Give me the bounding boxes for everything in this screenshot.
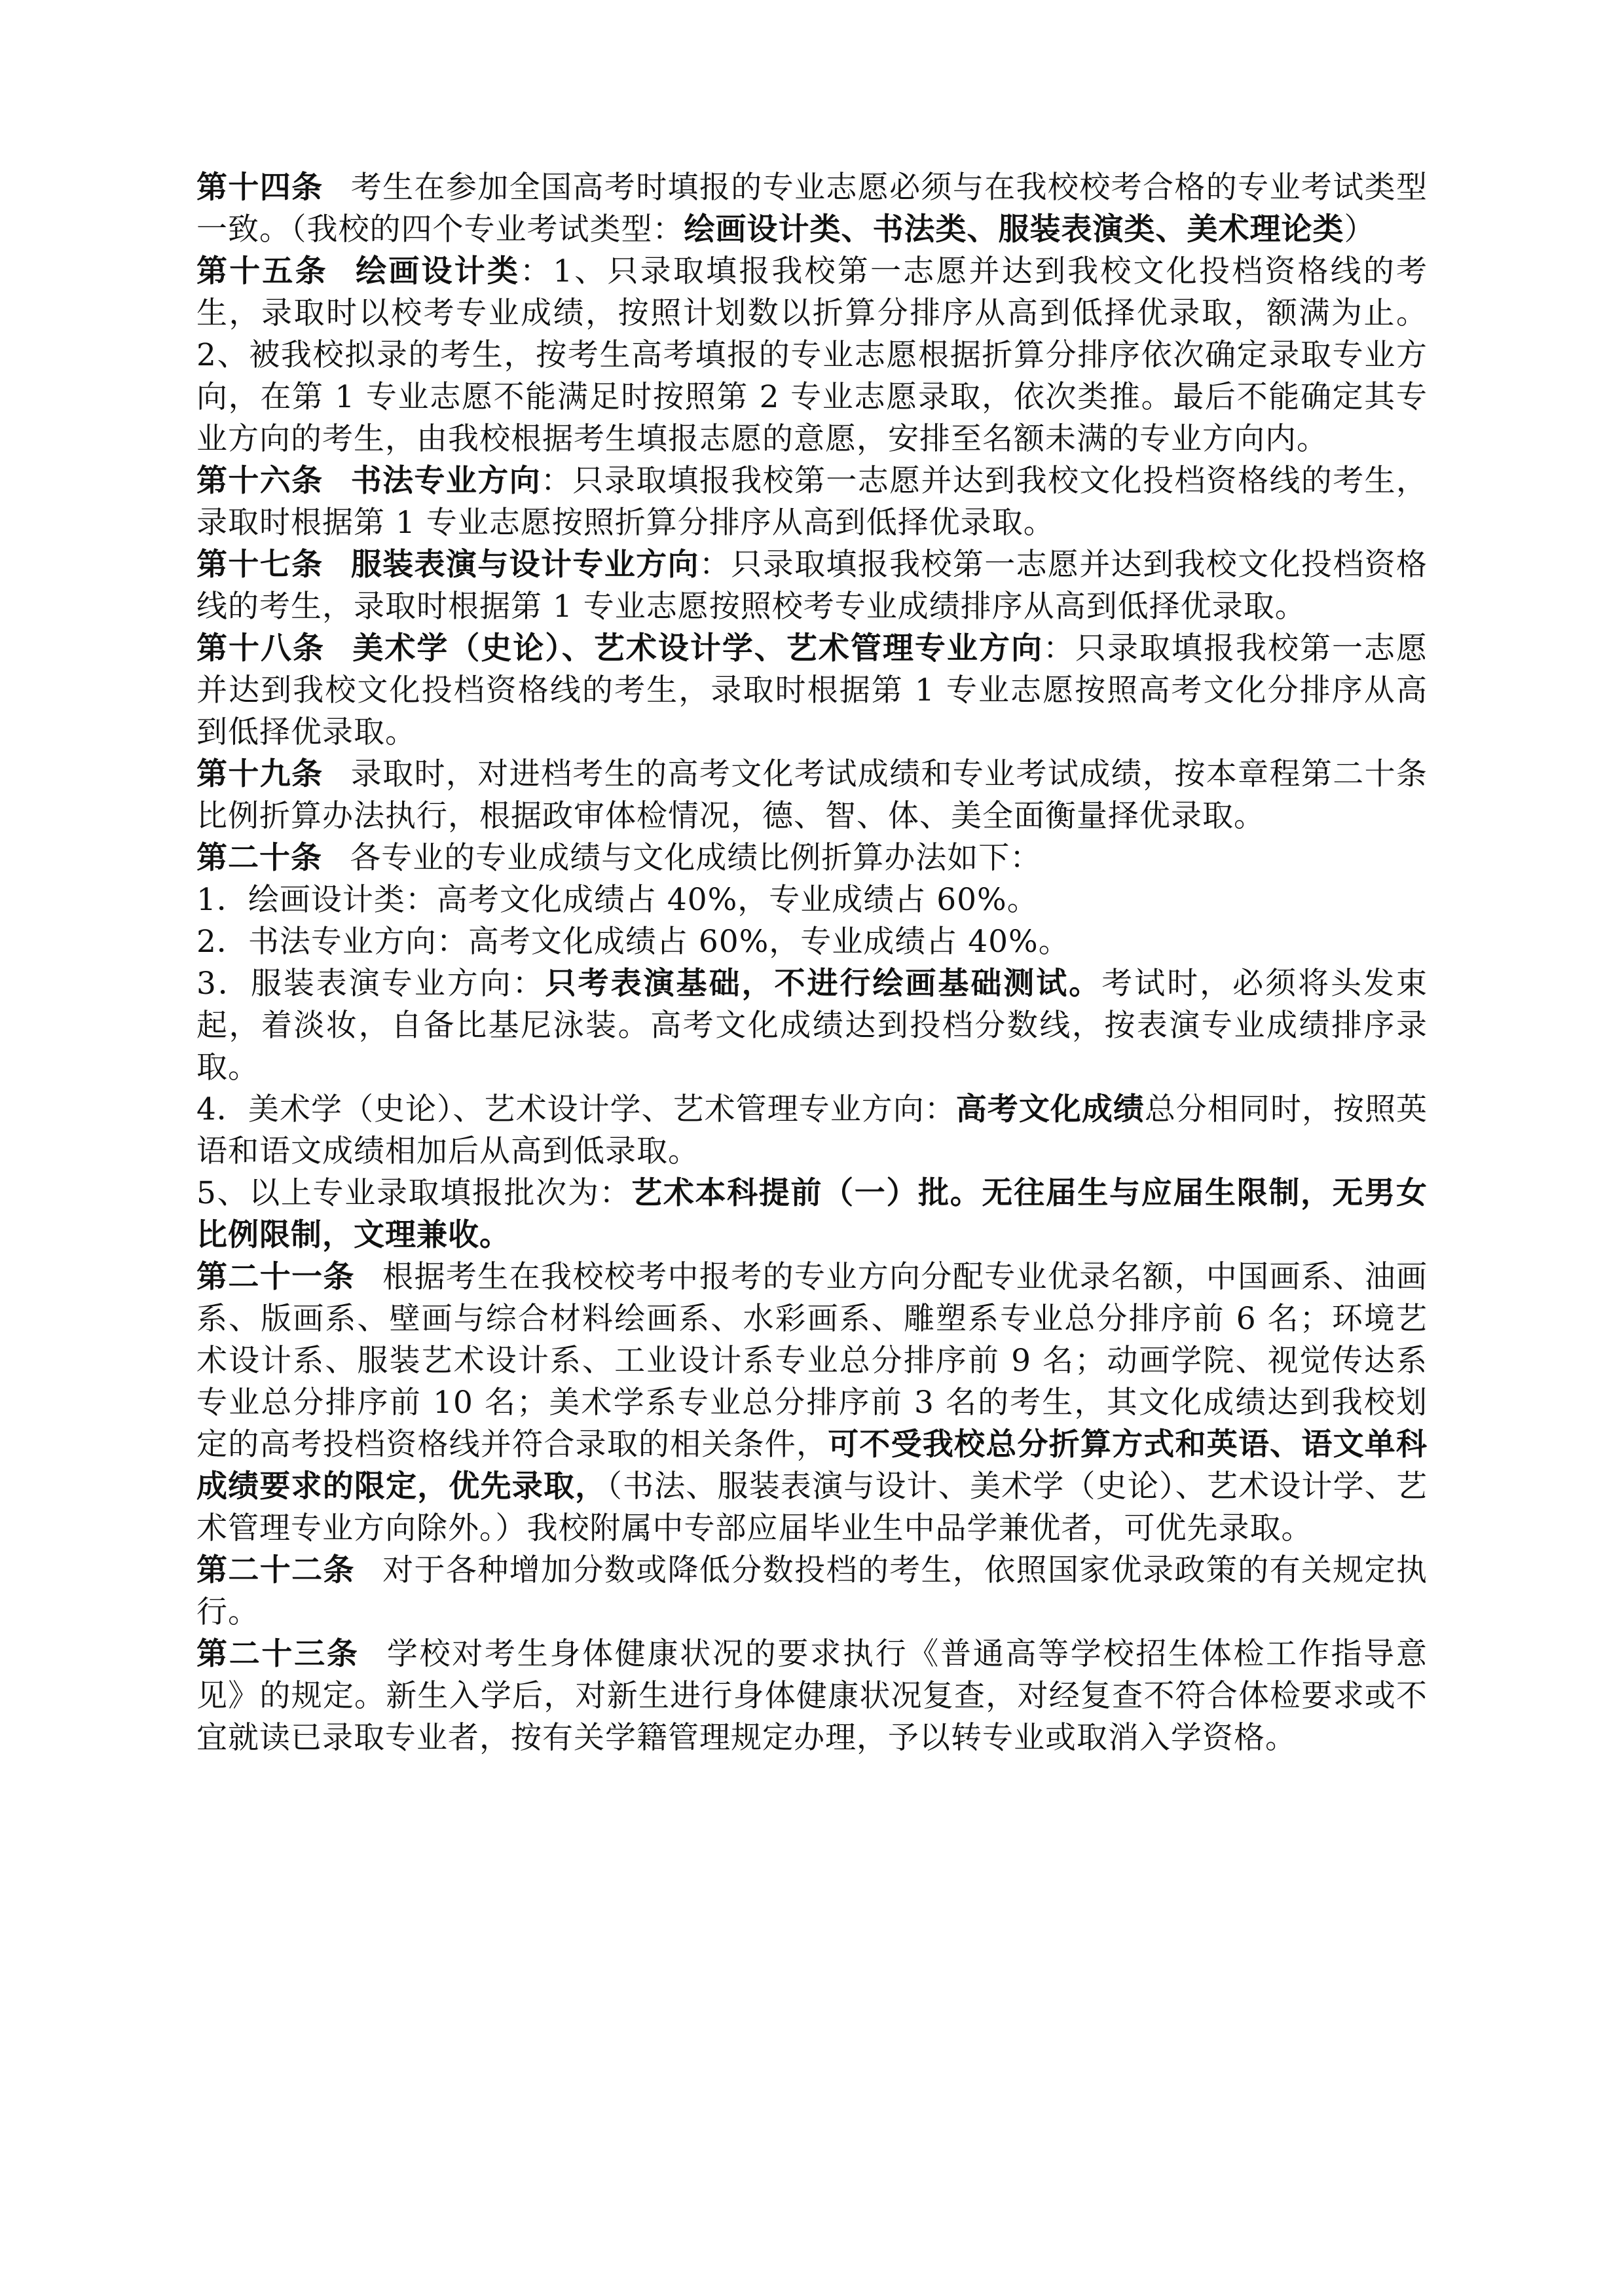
article-number: 第二十三条: [196, 1636, 360, 1672]
body-text: ）: [1344, 211, 1376, 247]
body-text: ：只录取填报我校第一志愿并达到我校文化投档资格线的考生，录取时根据第 1 专业志愿按照折算分排序从高到低择优录取。: [196, 463, 1428, 541]
article-paragraph: [196, 879, 1428, 921]
emphasized-text: 服装表演与设计专业方向: [350, 547, 699, 583]
emphasized-text: 高考文化成绩: [955, 1091, 1145, 1127]
emphasized-text: 艺术本科提前（一）批。无往届生与应届生限制，无男女比例限制，文理兼收。: [196, 1175, 1428, 1253]
article-number: 第十五条: [196, 253, 328, 289]
article-number: 第二十二条: [196, 1552, 355, 1588]
article-paragraph: [196, 167, 1428, 251]
article-number: 第二十一条: [196, 1259, 355, 1295]
body-text: 3．服装表演专业方向：: [196, 966, 545, 1002]
body-text: 1．绘画设计类：高考文化成绩占 40%，专业成绩占 60%。: [196, 882, 1039, 918]
article-paragraph: [196, 921, 1428, 963]
article-list: [196, 167, 1428, 1759]
article-paragraph: [196, 963, 1428, 1089]
article-paragraph: [196, 460, 1428, 544]
emphasized-text: 绘画设计类: [356, 253, 521, 289]
body-text: ：1、只录取填报我校第一志愿并达到我校文化投档资格线的考生，录取时以校考专业成绩，按照计划数以折算分排序从高到低择优录取，额满为止。2、被我校拟录的考生，按考生高考填报的专业志愿根据折算分排序依次确定录取专业方向，在第 1 专业志愿不能满足时按照第 2 专业志愿录取，依次类推。最后不能确定其专业方向的考生，由我校根据考生填报志愿的意愿，安排至名额未满的专业方向内。: [196, 253, 1428, 457]
article-number: 第十四条: [196, 170, 323, 206]
article-paragraph: [196, 1089, 1428, 1173]
article-paragraph: [196, 628, 1428, 754]
emphasized-text: 绘画设计类、书法类、服装表演类、美术理论类: [684, 211, 1344, 247]
body-text: 总分相同时，按照英语和语文成绩相加后从高到低录取。: [196, 1091, 1428, 1169]
emphasized-text: 只考表演基础，不进行绘画基础测试。: [545, 966, 1102, 1002]
body-text: 各专业的专业成绩与文化成绩比例折算办法如下：: [350, 840, 1042, 876]
article-paragraph: [196, 837, 1428, 879]
article-number: 第十八条: [196, 630, 325, 666]
body-text: 5、以上专业录取填报批次为：: [196, 1175, 632, 1211]
body-text: ：只录取填报我校第一志愿并达到我校文化投档资格线的考生，录取时根据第 1 专业志愿按照高考文化分排序从高到低择优录取。: [196, 630, 1428, 750]
body-text: 对于各种增加分数或降低分数投档的考生，依照国家优录政策的有关规定执行。: [196, 1552, 1428, 1630]
body-text: 学校对考生身体健康状况的要求执行《普通高等学校招生体检工作指导意见》的规定。新生入学后，对新生进行身体健康状况复查，对经复查不符合体检要求或不宜就读已录取专业者，按有关学籍管理规定办理，予以转专业或取消入学资格。: [196, 1636, 1428, 1756]
body-text: ：只录取填报我校第一志愿并达到我校文化投档资格线的考生，录取时根据第 1 专业志愿按照校考专业成绩排序从高到低择优录取。: [196, 547, 1428, 625]
article-paragraph: [196, 1173, 1428, 1256]
body-text: 录取时，对进档考生的高考文化考试成绩和专业考试成绩，按本章程第二十条比例折算办法执行，根据政审体检情况，德、智、体、美全面衡量择优录取。: [196, 756, 1428, 834]
body-text: 考生在参加全国高考时填报的专业志愿必须与在我校校考合格的专业考试类型一致。（我校的四个专业考试类型：: [196, 170, 1428, 247]
article-paragraph: [196, 1550, 1428, 1633]
body-text: 4．美术学（史论）、艺术设计学、艺术管理专业方向：: [196, 1091, 956, 1127]
body-text: 考试时，必须将头发束起，着淡妆，自备比基尼泳装。高考文化成绩达到投档分数线，按表演专业成绩排序录取。: [196, 966, 1428, 1085]
emphasized-text: 书法专业方向: [350, 463, 542, 499]
emphasized-text: 美术学（史论）、艺术设计学、艺术管理专业方向: [352, 630, 1043, 666]
document-page: [196, 167, 1428, 1759]
emphasized-text: 可不受我校总分折算方式和英语、语文单科成绩要求的限定，优先录取，: [196, 1427, 1428, 1504]
body-text: 2．书法专业方向：高考文化成绩占 60%，专业成绩占 40%。: [196, 924, 1070, 960]
article-number: 第二十条: [196, 840, 322, 876]
article-paragraph: [196, 1256, 1428, 1550]
body-text: 根据考生在我校校考中报考的专业方向分配专业优录名额，中国画系、油画系、版画系、壁画与综合材料绘画系、水彩画系、雕塑系专业总分排序前 6 名；环境艺术设计系、服装艺术设计系、工业设计系专业总分排序前 9 名；动画学院、视觉传达系专业总分排序前 10 名；美术学系专业总分排序前 3 名的考生，其文化成绩达到我校划定的高考投档资格线并符合录取的相关条件，: [196, 1259, 1428, 1463]
body-text: （书法、服装表演与设计、美术学（史论）、艺术设计学、艺术管理专业方向除外。）我校附属中专部应届毕业生中品学兼优者，可优先录取。: [196, 1468, 1428, 1546]
article-number: 第十七条: [196, 547, 323, 583]
article-paragraph: [196, 251, 1428, 460]
article-number: 第十九条: [196, 756, 323, 792]
article-paragraph: [196, 1633, 1428, 1759]
article-paragraph: [196, 544, 1428, 628]
article-number: 第十六条: [196, 463, 323, 499]
article-paragraph: [196, 754, 1428, 837]
